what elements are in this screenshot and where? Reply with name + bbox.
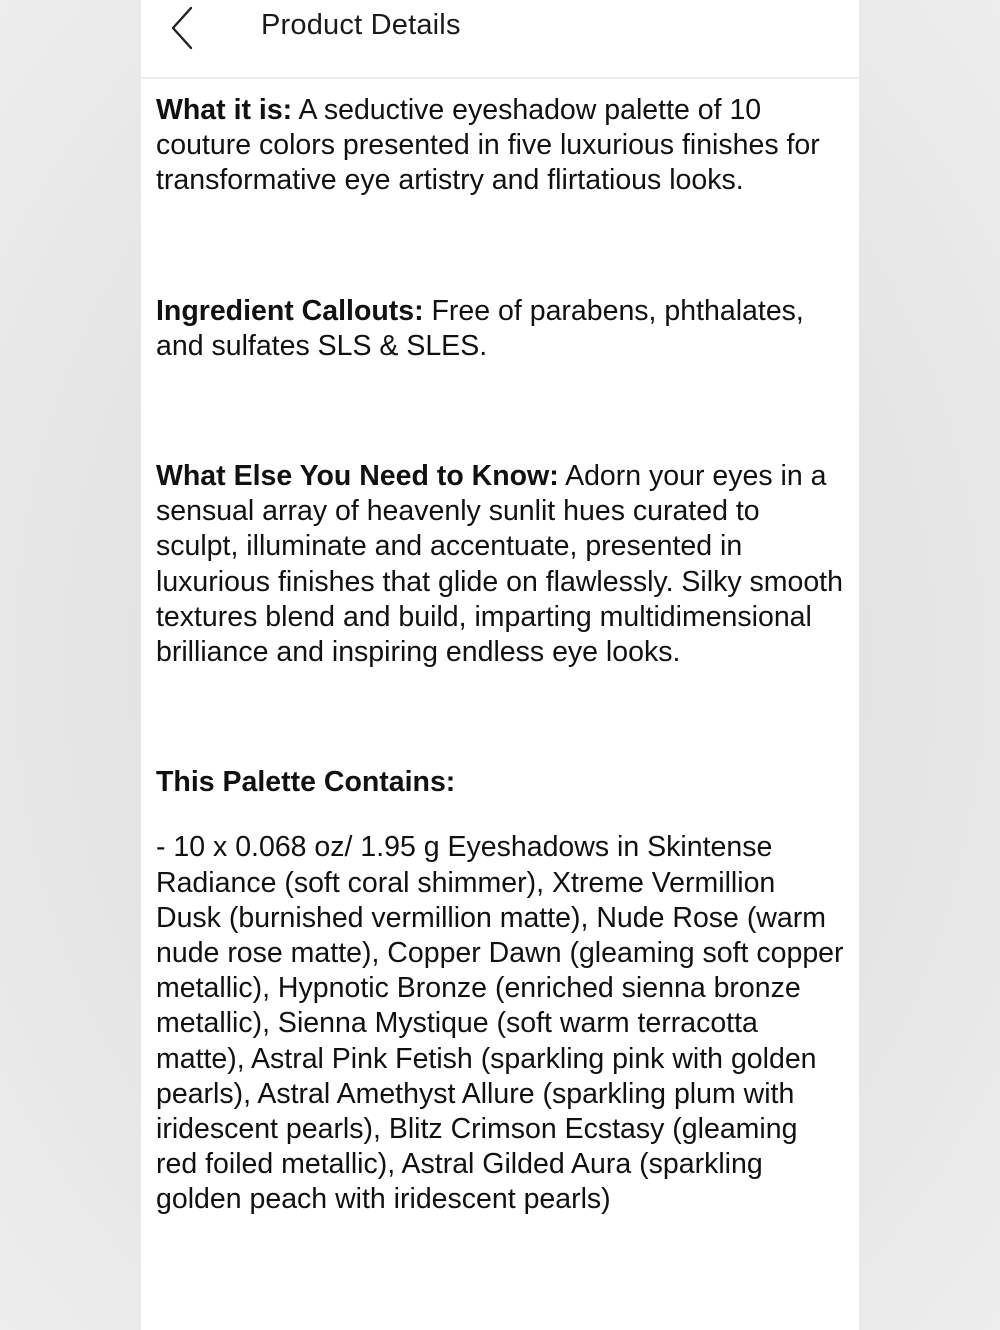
top-app-bar <box>141 0 859 79</box>
back-button[interactable] <box>163 2 207 52</box>
what-else-label: What Else You Need to Know: <box>156 460 559 493</box>
what-else-text: Adorn your eyes in a sensual array of heavenly sunlit hues curated to sculpt, illuminate and accentuate, presented in luxurious finishes that glide on flawlessly. Silky smooth textures blend and build, imparting multidimensional brilliance and inspiring endless eye looks. <box>156 460 843 669</box>
product-description <box>141 79 859 1218</box>
page-title: Product Details <box>261 9 461 41</box>
product-details-screen <box>141 0 859 1330</box>
palette-contains-heading <box>156 765 845 800</box>
what-it-is-label: What it is: <box>156 94 293 126</box>
palette-contains-text: - 10 x 0.068 oz/ 1.95 g Eyeshadows in Skintense Radiance (soft coral shimmer), Xtreme Vermillion Dusk (burnished vermillion matte), Nude Rose (warm nude rose matte), Copper Dawn (gleaming soft copper metallic), Hypnotic Bronze (enriched sienna bronze metallic), Sienna Mystique (soft warm terracotta matte), Astral Pink Fetish (sparkling pink with golden pearls), Astral Amethyst Allure (sparkling plum with iridescent pearls), Blitz Crimson Ecstasy (gleaming red foiled metallic), Astral Gilded Aura (sparkling golden peach with iridescent pearls) <box>156 831 844 1216</box>
palette-contains-label: This Palette Contains: <box>156 766 456 799</box>
what-it-is-text: A seductive eyeshadow palette of 10 couture colors presented in five luxurious finishes for transformative eye artistry and flirtatious looks. <box>156 94 820 197</box>
what-else-paragraph <box>156 459 845 670</box>
what-it-is-paragraph <box>156 93 845 199</box>
ingredient-callouts-label: Ingredient Callouts: <box>156 294 424 327</box>
ingredient-callouts-paragraph <box>156 294 845 364</box>
chevron-left-icon <box>163 2 207 52</box>
ingredient-callouts-text: Free of parabens, phthalates, and sulfates SLS & SLES. <box>156 294 804 362</box>
